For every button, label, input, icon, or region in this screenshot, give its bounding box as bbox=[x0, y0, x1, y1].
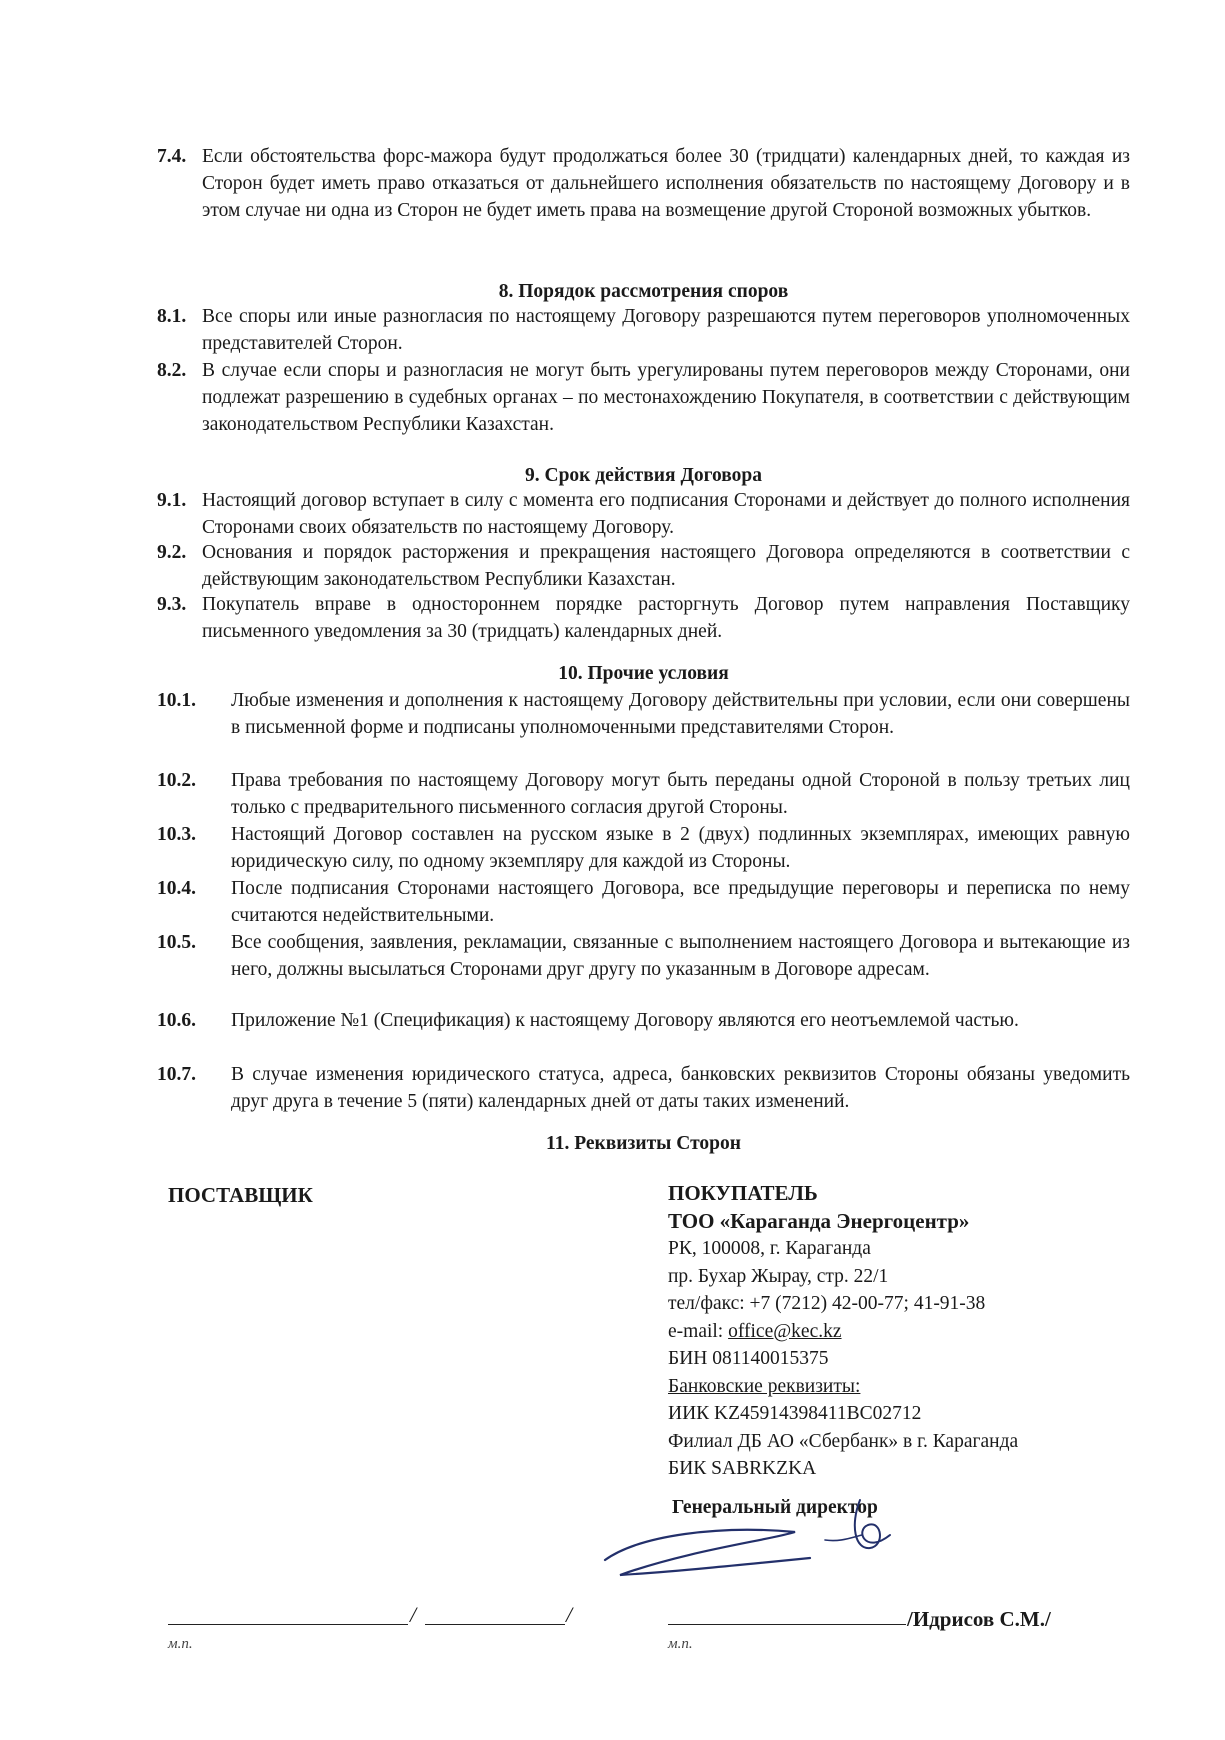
clause-9-2 bbox=[157, 539, 1130, 593]
clause-number: 10.4. bbox=[157, 878, 196, 899]
buyer-company: ТОО «Караганда Энергоцентр» bbox=[668, 1208, 970, 1233]
clause-10-4 bbox=[157, 875, 1130, 929]
email-label: e-mail: bbox=[668, 1320, 729, 1342]
clause-10-6 bbox=[157, 1007, 1130, 1034]
buyer-stamp-place: м.п. bbox=[668, 1636, 693, 1652]
clause-text: Права требования по настоящему Договору могут быть переданы одной Стороной в пользу третьих лиц только с предварительного письменного согласия другой Стороны. bbox=[231, 770, 1130, 818]
clause-number: 8.1. bbox=[157, 306, 187, 327]
buyer-phone: тел/факс: +7 (7212) 42-00-77; 41-91-38 bbox=[668, 1293, 986, 1314]
clause-8-2 bbox=[157, 357, 1130, 438]
buyer-address-1: РК, 100008, г. Караганда bbox=[668, 1238, 871, 1259]
section-9-title: 9. Срок действия Договора bbox=[524, 465, 762, 486]
section-8-title: 8. Порядок рассмотрения споров bbox=[498, 281, 789, 302]
clause-text: Основания и порядок расторжения и прекращения настоящего Договора определяются в соответствии с действующим законодательством Республики Казахстан. bbox=[202, 542, 1130, 590]
director-title: Генеральный директор bbox=[672, 1497, 878, 1518]
supplier-signature-line bbox=[168, 1624, 408, 1625]
clause-number: 8.2. bbox=[157, 360, 187, 381]
clause-10-5 bbox=[157, 929, 1130, 983]
clause-number: 10.7. bbox=[157, 1064, 196, 1085]
signature-icon bbox=[600, 1480, 930, 1600]
bank-details-title: Банковские реквизиты: bbox=[668, 1375, 861, 1397]
clause-10-3 bbox=[157, 821, 1130, 875]
buyer-email-row bbox=[668, 1318, 1018, 1346]
clause-text: Все сообщения, заявления, рекламации, связанные с выполнением настоящего Договора и вытекающие из него, должны высылаться Сторонами друг другу по указанным в Договоре адресам. bbox=[231, 932, 1130, 980]
clause-number: 9.3. bbox=[157, 594, 187, 615]
clause-text: В случае если споры и разногласия не могут быть урегулированы путем переговоров между Сторонами, они подлежат разрешению в судебных органах – по местонахождению Покупателя, в соответствии с действующим законодательством Республики Казахстан. bbox=[202, 360, 1130, 435]
buyer-bank: Филиал ДБ АО «Сбербанк» в г. Караганда bbox=[668, 1430, 1019, 1452]
buyer-address-2: пр. Бухар Жырау, стр. 22/1 bbox=[668, 1265, 889, 1287]
buyer-details bbox=[668, 1180, 1018, 1483]
clause-number: 10.6. bbox=[157, 1010, 196, 1031]
slash-mark: / bbox=[410, 1602, 417, 1627]
clause-number: 10.2. bbox=[157, 770, 196, 791]
clause-7-4 bbox=[157, 143, 1130, 224]
clause-text: Покупатель вправе в одностороннем порядке расторгнуть Договор путем направления Поставщику письменного уведомления за 30 (тридцать) календарных дней. bbox=[202, 594, 1130, 642]
section-11-title: 11. Реквизиты Сторон bbox=[546, 1133, 741, 1154]
clause-text: Все споры или иные разногласия по настоящему Договору разрешаются путем переговоров уполномоченных представителей Сторон. bbox=[202, 306, 1130, 354]
buyer-iik: ИИК KZ45914398411BC02712 bbox=[668, 1403, 922, 1424]
section-10-title: 10. Прочие условия bbox=[558, 663, 729, 684]
slash-mark: / bbox=[566, 1602, 573, 1627]
supplier-title: ПОСТАВЩИК bbox=[168, 1183, 313, 1207]
clause-text: Настоящий договор вступает в силу с момента его подписания Сторонами и действует до полного исполнения Сторонами своих обязательств по настоящему Договору. bbox=[202, 490, 1130, 538]
buyer-bin: БИН 081140015375 bbox=[668, 1348, 829, 1369]
clause-text: Если обстоятельства форс-мажора будут продолжаться более 30 (тридцати) календарных дней, то каждая из Сторон будет иметь право отказаться от дальнейшего исполнения обязательств по настоящему Договору и в этом случае ни одна из Сторон не будет иметь права на возмещение другой Стороной возможных убытков. bbox=[202, 146, 1130, 221]
buyer-title: ПОКУПАТЕЛЬ bbox=[668, 1181, 818, 1205]
clause-10-7 bbox=[157, 1061, 1130, 1115]
clause-number: 7.4. bbox=[157, 146, 187, 167]
clause-10-1 bbox=[157, 687, 1130, 741]
clause-number: 10.5. bbox=[157, 932, 196, 953]
supplier-stamp-place: м.п. bbox=[168, 1636, 193, 1652]
clause-8-1 bbox=[157, 303, 1130, 357]
clause-number: 10.1. bbox=[157, 690, 196, 711]
clause-9-3 bbox=[157, 591, 1130, 645]
clause-9-1 bbox=[157, 487, 1130, 541]
clause-number: 9.1. bbox=[157, 490, 187, 511]
supplier-name-line bbox=[425, 1624, 565, 1625]
clause-text: Любые изменения и дополнения к настоящему Договору действительны при условии, если они совершены в письменной форме и подписаны уполномоченными представителями Сторон. bbox=[231, 690, 1130, 738]
buyer-bik: БИК SABRKZKA bbox=[668, 1458, 817, 1479]
buyer-signature-line bbox=[668, 1624, 906, 1625]
email-link[interactable]: office@kec.kz bbox=[728, 1320, 842, 1342]
clause-number: 9.2. bbox=[157, 542, 187, 563]
clause-number: 10.3. bbox=[157, 824, 196, 845]
clause-10-2 bbox=[157, 767, 1130, 821]
buyer-signer-name: /Идрисов С.М./ bbox=[907, 1607, 1051, 1631]
clause-text: В случае изменения юридического статуса, адреса, банковских реквизитов Стороны обязаны уведомить друг друга в течение 5 (пяти) календарных дней от даты таких изменений. bbox=[231, 1064, 1130, 1112]
clause-text: Настоящий Договор составлен на русском языке в 2 (двух) подлинных экземплярах, имеющих равную юридическую силу, по одному экземпляру для каждой из Стороны. bbox=[231, 824, 1130, 872]
clause-text: Приложение №1 (Спецификация) к настоящему Договору являются его неотъемлемой частью. bbox=[231, 1010, 1019, 1031]
clause-text: После подписания Сторонами настоящего Договора, все предыдущие переговоры и переписка по нему считаются недействительными. bbox=[231, 878, 1130, 926]
